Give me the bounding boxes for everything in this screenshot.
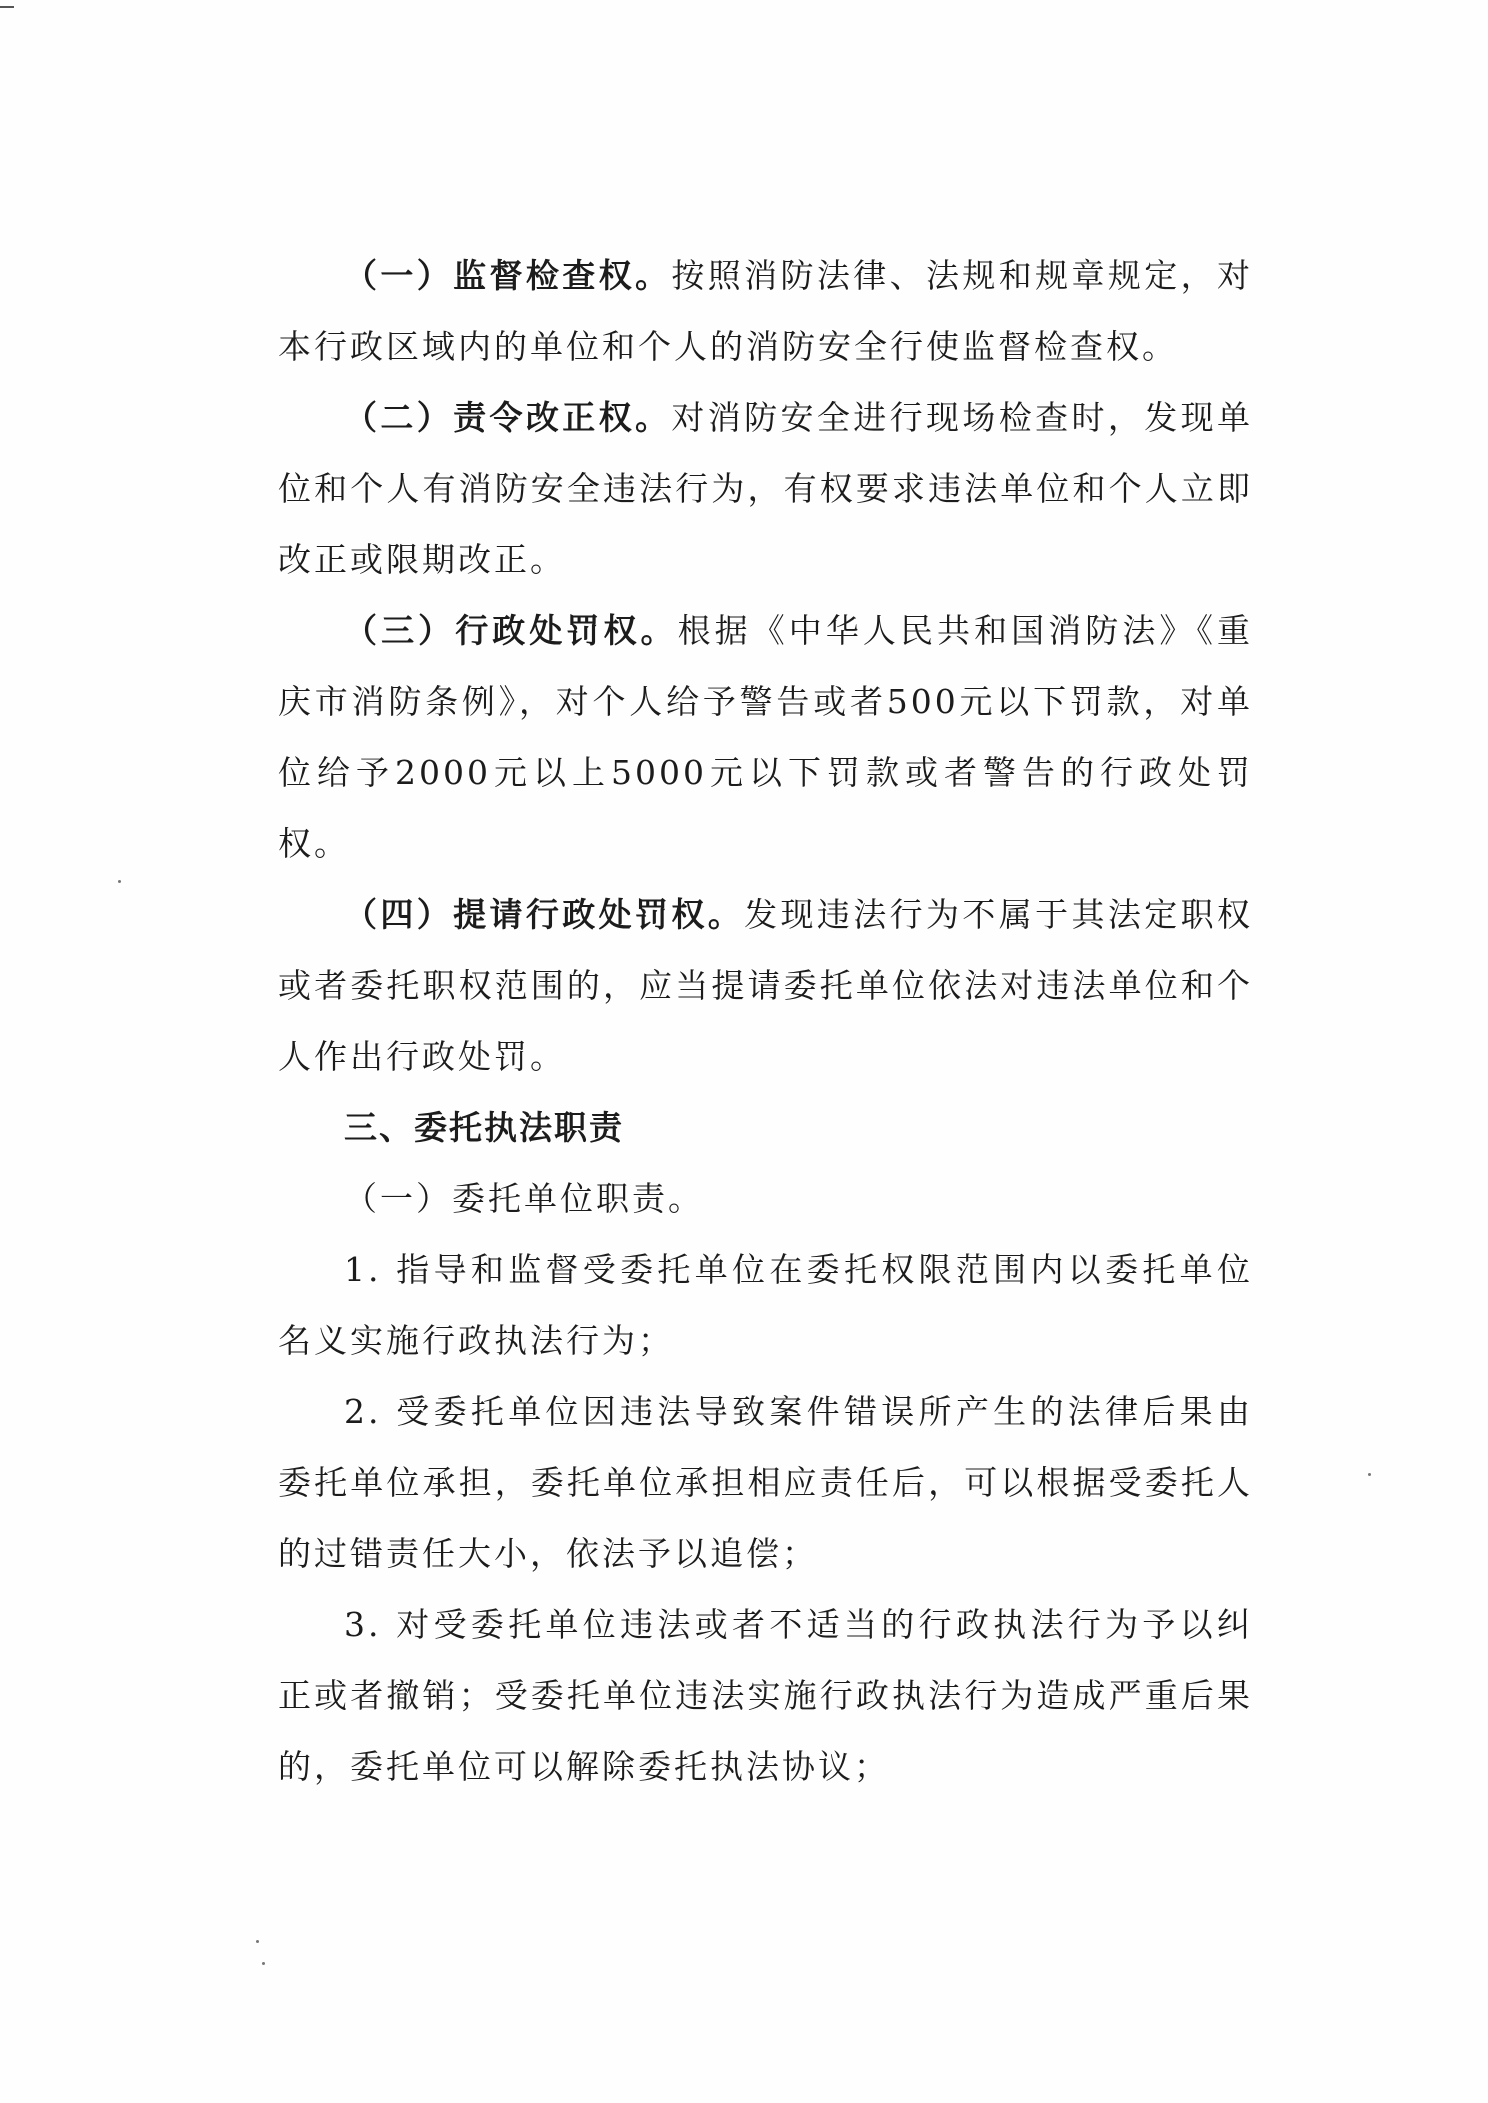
paragraph-lead: （三）行政处罚权。: [344, 611, 678, 650]
scan-speck: [262, 1962, 265, 1965]
list-item: 3. 对受委托单位违法或者不适当的行政执法行为予以纠正或者撤销；受委托单位违法实施行政执法行为造成严重后果的，委托单位可以解除委托执法协议；: [278, 1605, 1253, 1786]
scan-edge-mark: [0, 6, 14, 8]
paragraph-lead: （四）提请行政处罚权。: [344, 895, 745, 934]
paragraph-text: 按照消防法律、法规和规章规定，对本行政区域内的单位和个人的消防安全行使监督检查权。: [278, 256, 1253, 366]
sub-heading: （一）委托单位职责。: [344, 1179, 704, 1218]
scan-speck: [1368, 1473, 1371, 1476]
paragraph-referral: [278, 879, 1253, 1092]
paragraph-penalty: [278, 595, 1253, 879]
scan-speck: [118, 880, 121, 883]
paragraph-text: 根据《中华人民共和国消防法》《重庆市消防条例》，对个人给予警告或者500元以下罚款，对单位给予2000元以上5000元以下罚款或者警告的行政处罚权。: [278, 611, 1253, 863]
paragraph-lead: （二）责令改正权。: [344, 398, 672, 437]
list-item: 2. 受委托单位因违法导致案件错误所产生的法律后果由委托单位承担，委托单位承担相应责任后，可以根据受委托人的过错责任大小，依法予以追偿；: [278, 1392, 1253, 1573]
document-body: [278, 240, 1253, 1802]
scan-speck: [256, 1940, 259, 1943]
paragraph-correction: [278, 382, 1253, 595]
paragraph-text: 对消防安全进行现场检查时，发现单位和个人有消防安全违法行为，有权要求违法单位和个人立即改正或限期改正。: [278, 398, 1253, 579]
section-heading: 三、委托执法职责: [344, 1108, 624, 1147]
list-item: 1. 指导和监督受委托单位在委托权限范围内以委托单位名义实施行政执法行为；: [278, 1250, 1253, 1360]
paragraph-text: 发现违法行为不属于其法定职权或者委托职权范围的，应当提请委托单位依法对违法单位和个人作出行政处罚。: [278, 895, 1253, 1076]
paragraph-lead: （一）监督检查权。: [344, 256, 672, 295]
paragraph-supervision: [278, 240, 1253, 382]
